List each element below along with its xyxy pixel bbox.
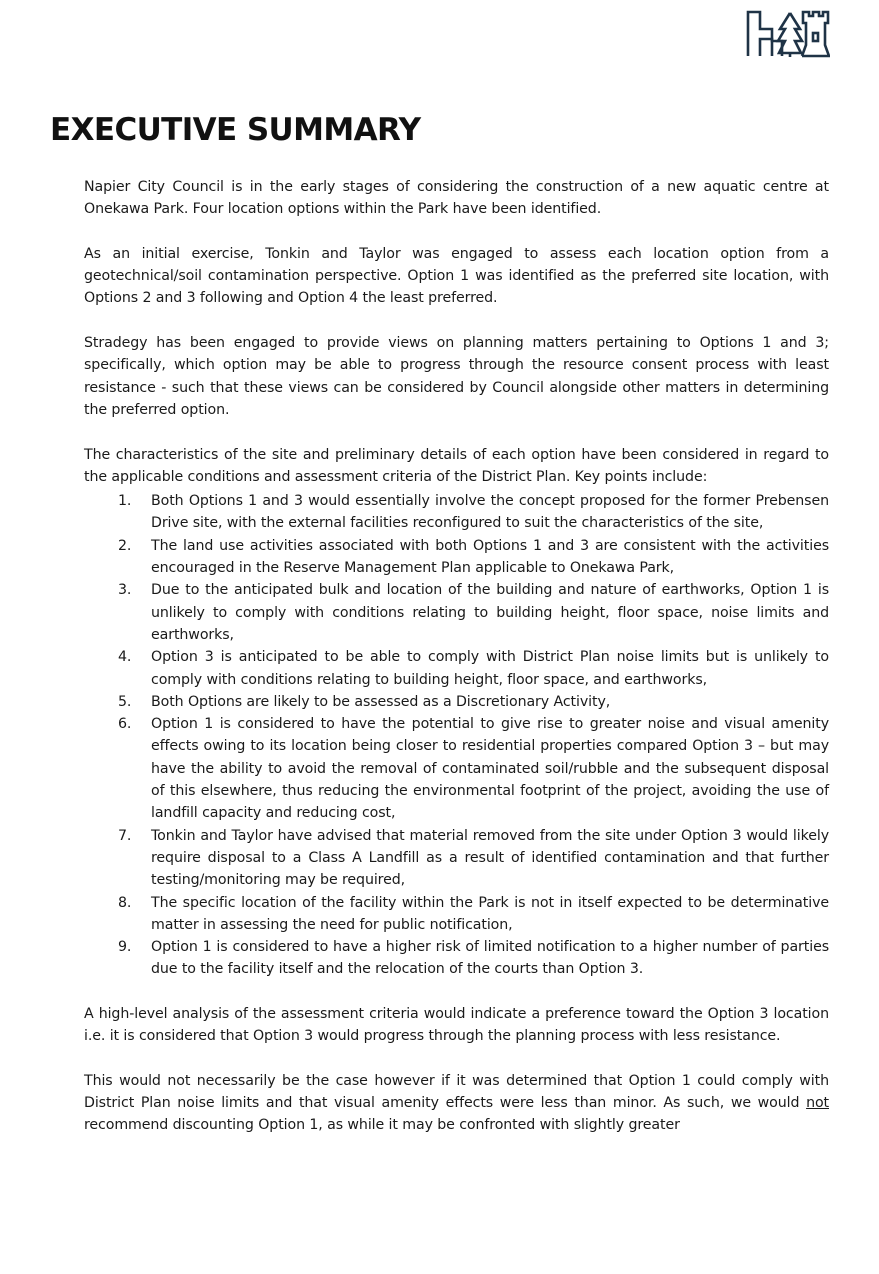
emphasis-not: not	[806, 1095, 829, 1112]
intro-paragraph: Napier City Council is in the early stages of considering the construction of a new aquatic centre at Onekawa Park. Four location options within the Park have been identified.	[84, 179, 829, 218]
list-item	[84, 579, 829, 646]
town-and-tree-logo-icon	[746, 9, 830, 59]
list-number: 1.	[118, 493, 132, 510]
list-number: 7.	[118, 827, 132, 844]
list-item-text: Both Options are likely to be assessed as a Discretionary Activity,	[151, 693, 611, 710]
list-item	[84, 936, 829, 981]
list-item	[84, 646, 829, 691]
list-number: 4.	[118, 649, 132, 666]
list-item	[84, 490, 829, 535]
list-item	[84, 825, 829, 892]
list-item	[84, 892, 829, 937]
list-item-text: Option 3 is anticipated to be able to comply with District Plan noise limits but is unlikely to comply with conditions relating to building height, floor space, and earthworks,	[151, 649, 829, 688]
list-item	[84, 691, 829, 713]
list-number: 9.	[118, 939, 132, 956]
list-number: 5.	[118, 693, 132, 710]
list-number: 3.	[118, 582, 132, 599]
analysis-paragraph: A high-level analysis of the assessment criteria would indicate a preference toward the Option 3 location i.e. it is considered that Option 3 would progress through the planning process with less resistance.	[84, 1005, 829, 1045]
final-text-start: This would not necessarily be the case however if it was determined that Option 1 could comply with District Plan noise limits and that visual amenity effects were less than minor. As such, we would	[84, 1072, 829, 1112]
planning-paragraph: Stradegy has been engaged to provide views on planning matters pertaining to Options 1 and 3; specifically, which option may be able to progress through the resource consent process with least resistance - such that these views can be considered by Council alongside other matters in determining the preferred option.	[84, 335, 829, 418]
list-item-text: Both Options 1 and 3 would essentially involve the concept proposed for the former Prebensen Drive site, with the external facilities reconfigured to suit the characteristics of the site,	[151, 493, 829, 532]
geotechnical-paragraph: As an initial exercise, Tonkin and Taylor was engaged to assess each location option from a geotechnical/soil contamination perspective. Option 1 was identified as the preferred site location, with Options 2 and 3 following and Option 4 the least preferred.	[84, 245, 829, 307]
key-points-intro: The characteristics of the site and preliminary details of each option have been considered in regard to the applicable conditions and assessment criteria of the District Plan. Key points include:	[84, 446, 829, 485]
list-item-text: The land use activities associated with both Options 1 and 3 are consistent with the activities encouraged in the Reserve Management Plan applicable to Onekawa Park,	[151, 537, 829, 577]
key-points-list	[84, 490, 829, 981]
summary-body	[84, 176, 829, 1159]
final-text-end: recommend discounting Option 1, as while it may be confronted with slightly greater	[84, 1117, 680, 1134]
list-item-text: The specific location of the facility within the Park is not in itself expected to be determinative matter in assessing the need for public notification,	[151, 894, 829, 933]
list-item-text: Tonkin and Taylor have advised that material removed from the site under Option 3 would likely require disposal to a Class A Landfill as a result of identified contamination and that further testing/monitoring may be required,	[151, 827, 829, 889]
list-item	[84, 535, 829, 580]
list-item-text: Option 1 is considered to have a higher risk of limited notification to a higher number of parties due to the facility itself and the relocation of the courts than Option 3.	[151, 939, 829, 978]
list-number: 6.	[118, 716, 132, 733]
list-number: 8.	[118, 894, 132, 911]
page-title: EXECUTIVE SUMMARY	[50, 112, 421, 148]
list-item	[84, 713, 829, 824]
list-item-text: Option 1 is considered to have the potential to give rise to greater noise and visual amenity effects owing to its location being closer to residential properties compared Option 3 – but may have the ability to avoid the removal of contaminated soil/rubble and the subsequent disposal of this elsewhere, thus reducing the environmental footprint of the project, avoiding the use of landfill capacity and reducing cost,	[151, 716, 829, 822]
final-paragraph	[84, 1070, 829, 1137]
list-item-text: Due to the anticipated bulk and location of the building and nature of earthworks, Option 1 is unlikely to comply with conditions relating to building height, floor space, noise limits and earthworks,	[151, 582, 829, 643]
list-number: 2.	[118, 537, 132, 554]
